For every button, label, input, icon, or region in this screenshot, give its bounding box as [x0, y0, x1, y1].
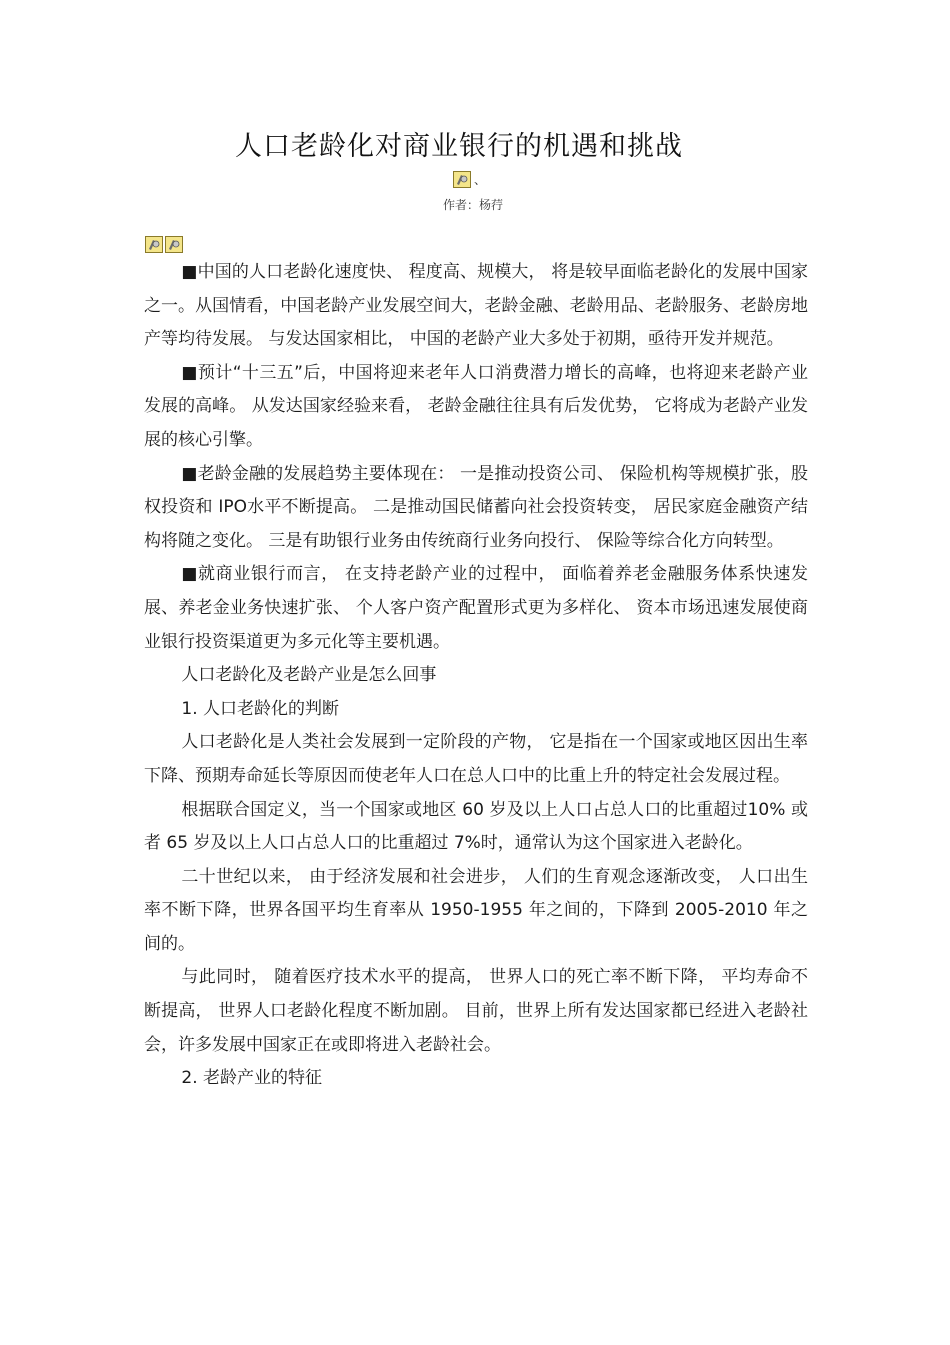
title-icon-row	[453, 169, 486, 189]
paragraph: ■预计“十三五”后，中国将迎来老年人口消费潜力增长的高峰，也将迎来老龄产业发展的高峰。 从发达国家经验来看， 老龄金融往往具有后发优势， 它将成为老龄产业发展的核心引擎。	[144, 362, 808, 450]
paragraph: ■就商业银行而言， 在支持老龄产业的过程中， 面临着养老金融服务体系快速发展、养老金业务快速扩张、 个人客户资产配置形式更为多样化、 资本市场迅速发展使商业银行投资渠道更为多元化等主要机遇。	[144, 564, 808, 652]
author-line: 作者：杨荇	[442, 198, 503, 212]
image-placeholder-icon	[453, 171, 471, 188]
subsection-heading: 1. 人口老龄化的判断	[181, 698, 340, 719]
body-icon-row	[145, 234, 183, 254]
page-title: 人口老龄化对商业银行的机遇和挑战	[235, 131, 683, 162]
image-placeholder-icon	[165, 236, 183, 253]
section-heading: 人口老龄化及老龄产业是怎么回事	[181, 665, 437, 686]
paragraph: ■老龄金融的发展趋势主要体现在： 一是推动投资公司、 保险机构等规模扩张，股权投资和 IPO水平不断提高。 二是推动国民储蓄向社会投资转变， 居民家庭金融资产结构将随之变化。 三是有助银行业务由传统商行业务向投行、 保险等综合化方向转型。	[144, 463, 808, 551]
image-placeholder-icon	[145, 236, 163, 253]
title-separator: 、	[474, 172, 487, 187]
paragraph: 二十世纪以来， 由于经济发展和社会进步， 人们的生育观念逐渐改变， 人口出生率不断下降，世界各国平均生育率从 1950-1955 年之间的，下降到 2005-2010 年之间的。	[144, 866, 808, 954]
paragraph: ■中国的人口老龄化速度快、 程度高、规模大， 将是较早面临老龄化的发展中国家之一。从国情看，中国老龄产业发展空间大，老龄金融、老龄用品、老龄服务、老龄房地产等均待发展。 与发达国家相比， 中国的老龄产业大多处于初期，亟待开发并规范。	[144, 262, 808, 350]
subsection-heading: 2. 老龄产业的特征	[181, 1068, 323, 1089]
paragraph: 根据联合国定义，当一个国家或地区 60 岁及以上人口占总人口的比重超过10% 或者 65 岁及以上人口占总人口的比重超过 7%时，通常认为这个国家进入老龄化。	[144, 799, 808, 854]
article-body	[144, 256, 808, 1096]
paragraph: 与此同时， 随着医疗技术水平的提高， 世界人口的死亡率不断下降， 平均寿命不断提高， 世界人口老龄化程度不断加剧。 目前，世界上所有发达国家都已经进入老龄社会，许多发展中国家正在或即将进入老龄社会。	[144, 967, 808, 1055]
paragraph: 人口老龄化是人类社会发展到一定阶段的产物， 它是指在一个国家或地区因出生率下降、预期寿命延长等原因而使老年人口在总人口中的比重上升的特定社会发展过程。	[144, 732, 808, 786]
